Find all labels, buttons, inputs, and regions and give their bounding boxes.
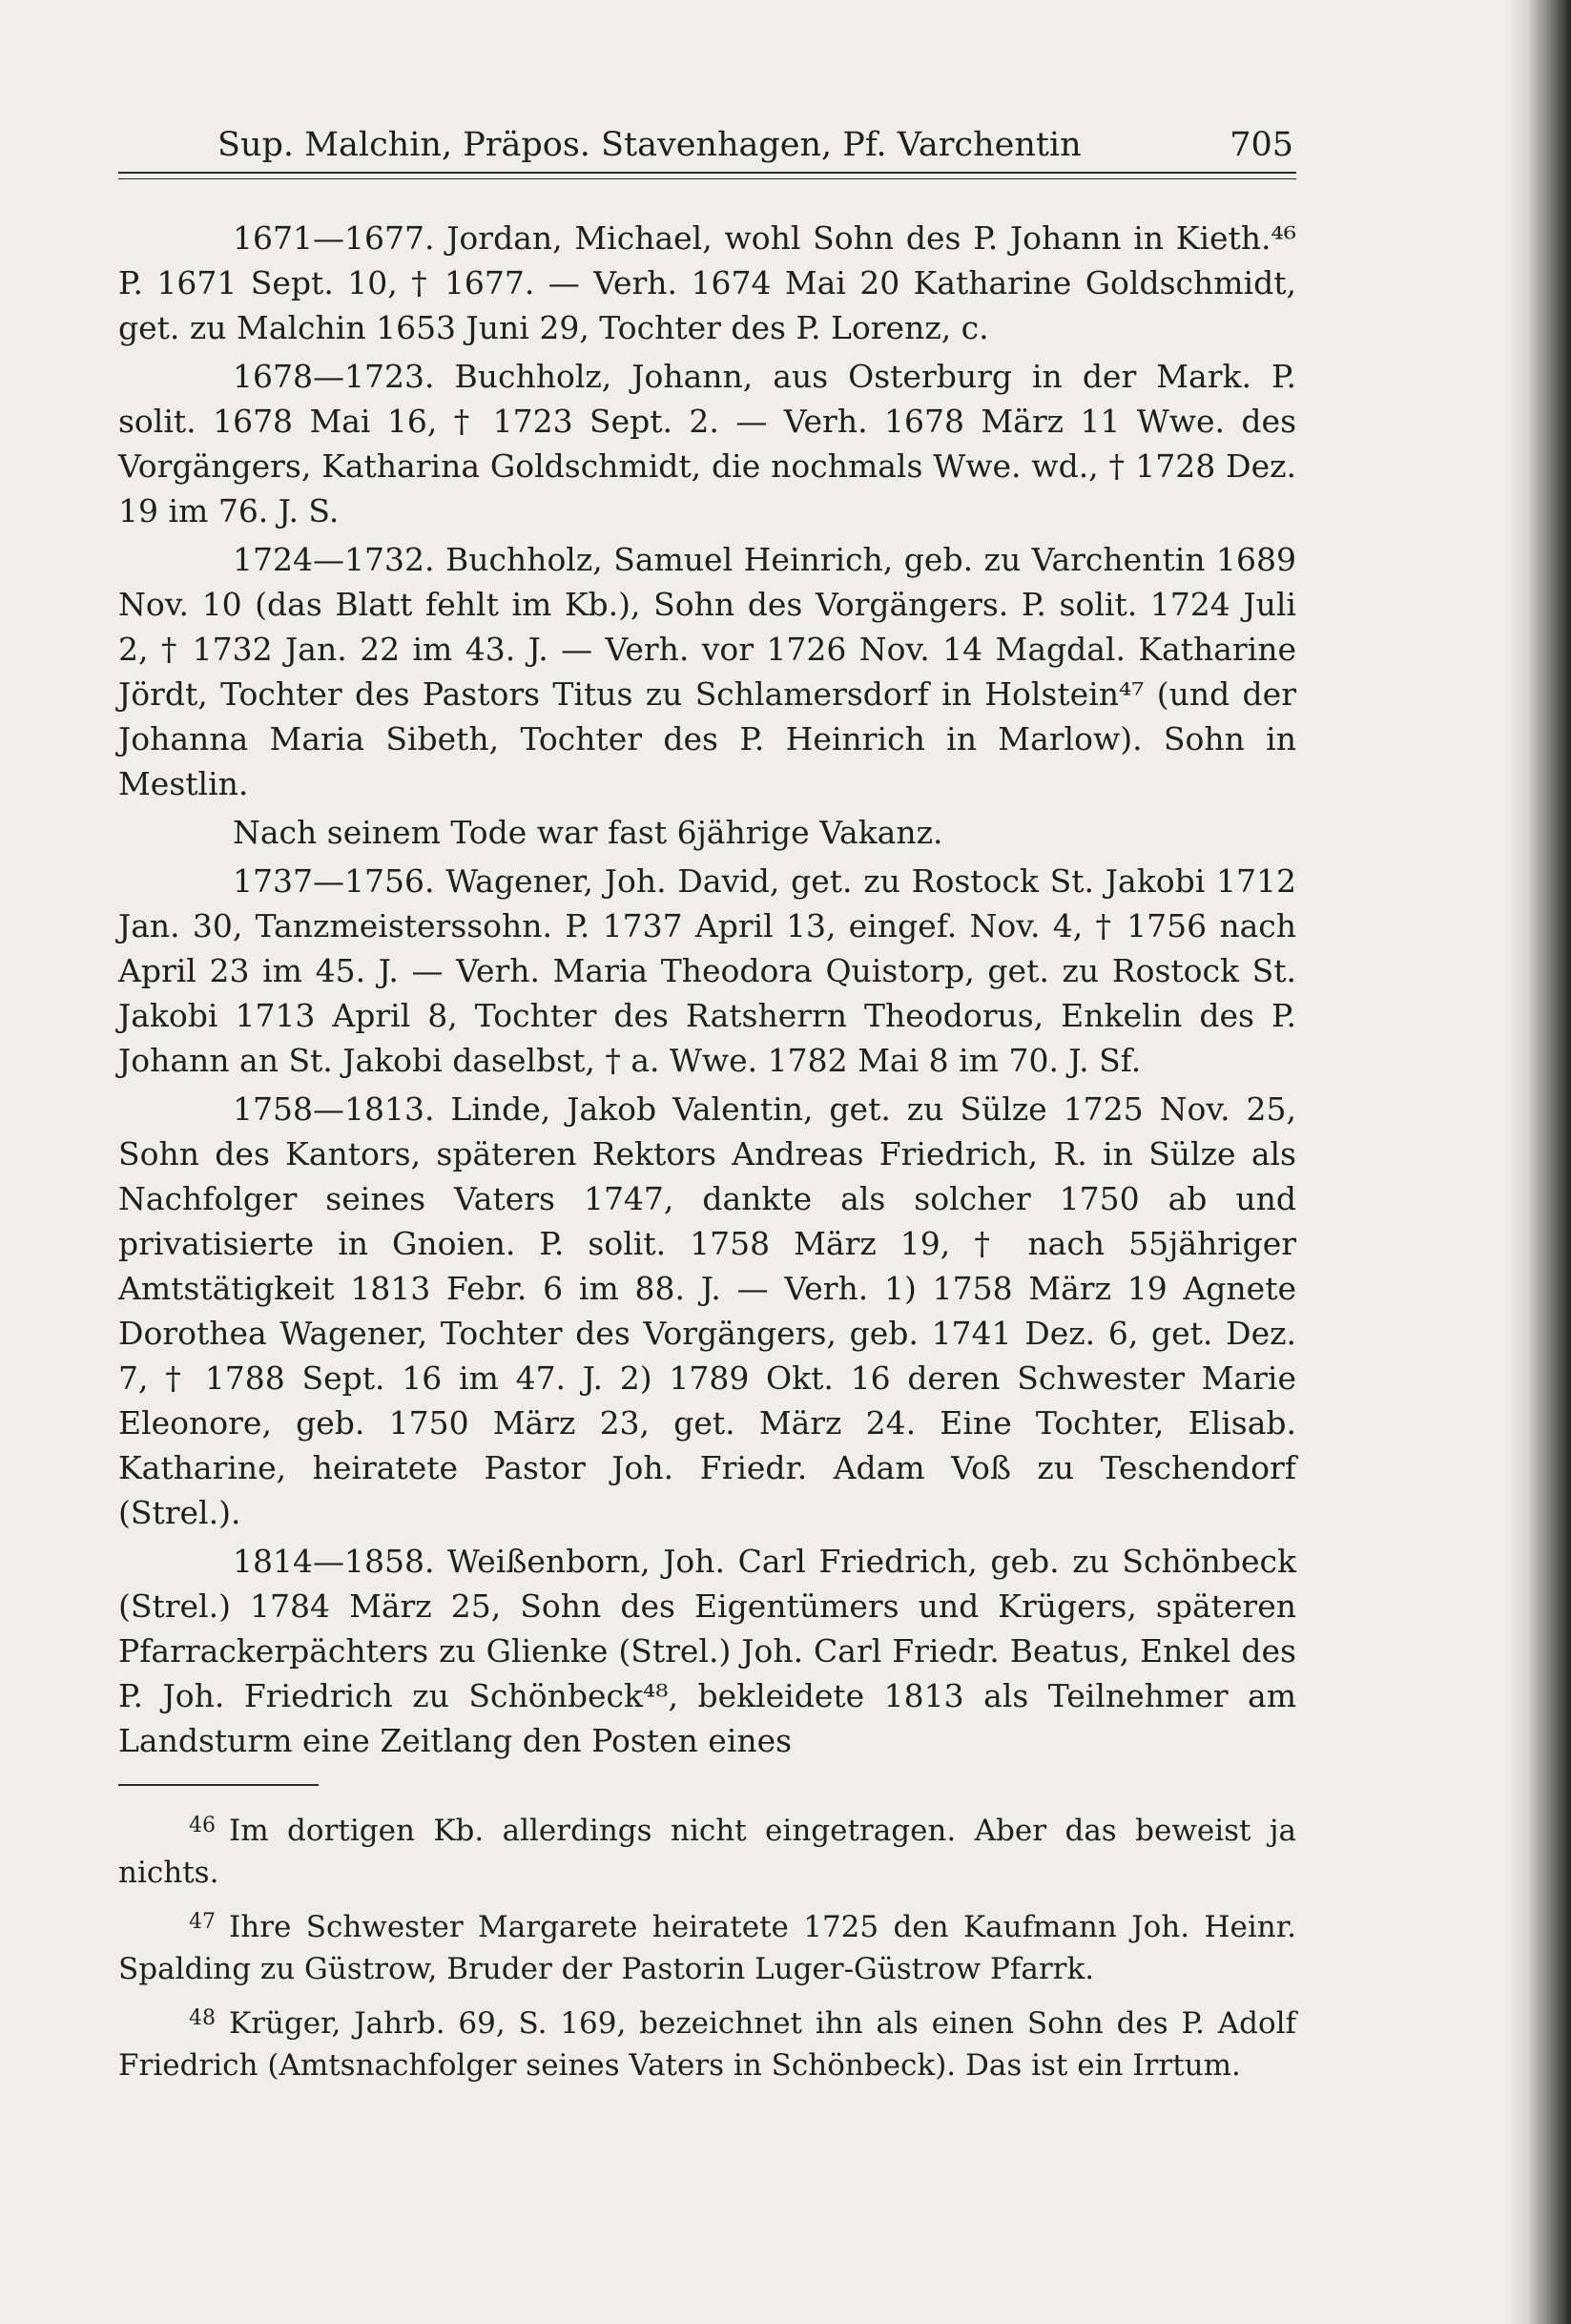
footnote-text: Im dortigen Kb. allerdings nicht eingetragen. Aber das beweist ja nichts. <box>118 1814 1296 1890</box>
book-spine-shadow <box>1504 0 1571 2324</box>
running-header <box>118 124 1296 168</box>
footnote-number: 47 <box>189 1910 216 1934</box>
book-page <box>118 124 1296 2094</box>
footnote-text: Krüger, Jahrb. 69, S. 169, bezeichnet ihn als einen Sohn des P. Adolf Friedrich (Amtsnachfolger seines Vaters in Schönbeck). Das ist ein Irrtum. <box>118 2006 1296 2083</box>
footnote-number: 48 <box>189 2006 216 2030</box>
footnote <box>118 1805 1296 1894</box>
entry-buchholz-johann: 1678—1723. Buchholz, Johann, aus Osterburg in der Mark. P. solit. 1678 Mai 16, † 1723 Sept. 2. — Verh. 1678 März 11 Wwe. des Vorgängers, Katharina Goldschmidt, die nochmals Wwe. wd., † 1728 Dez. 19 im 76. J. S. <box>118 358 1296 529</box>
entry-linde: 1758—1813. Linde, Jakob Valentin, get. zu Sülze 1725 Nov. 25, Sohn des Kantors, späteren Rektors Andreas Friedrich, R. in Sülze als Nachfolger seines Vaters 1747, dankte als solcher 1750 ab und privatisierte in Gnoien. P. solit. 1758 März 19, † nach 55jähriger Amtstätigkeit 1813 Febr. 6 im 88. J. — Verh. 1) 1758 März 19 Agnete Dorothea Wagener, Tochter des Vorgängers, geb. 1741 Dez. 6, get. Dez. 7, † 1788 Sept. 16 im 47. J. 2) 1789 Okt. 16 deren Schwester Marie Eleonore, geb. 1750 März 23, get. März 24. Eine Tochter, Elisab. Katharine, heiratete Pastor Joh. Friedr. Adam Voß zu Teschendorf (Strel.). <box>118 1090 1296 1531</box>
vacancy-note: Nach seinem Tode war fast 6jährige Vakanz. <box>233 814 943 851</box>
header-rule-thin <box>118 178 1296 179</box>
footnotes <box>118 1805 1296 2086</box>
body-text <box>118 216 1296 1763</box>
entry-jordan: 1671—1677. Jordan, Michael, wohl Sohn des P. Johann in Kieth.⁴⁶ P. 1671 Sept. 10, † 1677. — Verh. 1674 Mai 20 Katharine Goldschmidt, get. zu Malchin 1653 Juni 29, Tochter des P. Lorenz, c. <box>118 219 1296 346</box>
footnote-rule <box>118 1784 319 1786</box>
footnote <box>118 1998 1296 2086</box>
footnote <box>118 1901 1296 1990</box>
entry-wagener: 1737—1756. Wagener, Joh. David, get. zu Rostock St. Jakobi 1712 Jan. 30, Tanzmeisterssohn. P. 1737 April 13, eingef. Nov. 4, † 1756 nach April 23 im 45. J. — Verh. Maria Theodora Quistorp, get. zu Rostock St. Jakobi 1713 April 8, Tochter des Ratsherrn Theodorus, Enkelin des P. Johann an St. Jakobi daselbst, † a. Wwe. 1782 Mai 8 im 70. J. Sf. <box>118 862 1296 1079</box>
header-rule <box>118 172 1296 174</box>
footnote-number: 46 <box>189 1814 216 1837</box>
footnote-text: Ihre Schwester Margarete heiratete 1725 den Kaufmann Joh. Heinr. Spalding zu Güstrow, Bruder der Pastorin Luger-Güstrow Pfarrk. <box>118 1910 1296 1986</box>
entry-buchholz-samuel: 1724—1732. Buchholz, Samuel Heinrich, geb. zu Varchentin 1689 Nov. 10 (das Blatt fehlt im Kb.), Sohn des Vorgängers. P. solit. 1724 Juli 2, † 1732 Jan. 22 im 43. J. — Verh. vor 1726 Nov. 14 Magdal. Katharine Jördt, Tochter des Pastors Titus zu Schlamersdorf in Holstein⁴⁷ (und der Johanna Maria Sibeth, Tochter des P. Heinrich in Marlow). Sohn in Mestlin. <box>118 541 1296 802</box>
entry-weissenborn: 1814—1858. Weißenborn, Joh. Carl Friedrich, geb. zu Schönbeck (Strel.) 1784 März 25, Sohn des Eigentümers und Krügers, späteren Pfarrackerpächters zu Glienke (Strel.) Joh. Carl Friedr. Beatus, Enkel des P. Joh. Friedrich zu Schönbeck⁴⁸, bekleidete 1813 als Teilnehmer am Landsturm eine Zeitlang den Posten eines <box>118 1543 1296 1759</box>
header-title: Sup. Malchin, Präpos. Stavenhagen, Pf. Varchentin <box>217 126 1082 164</box>
page-number: 705 <box>1230 126 1293 164</box>
